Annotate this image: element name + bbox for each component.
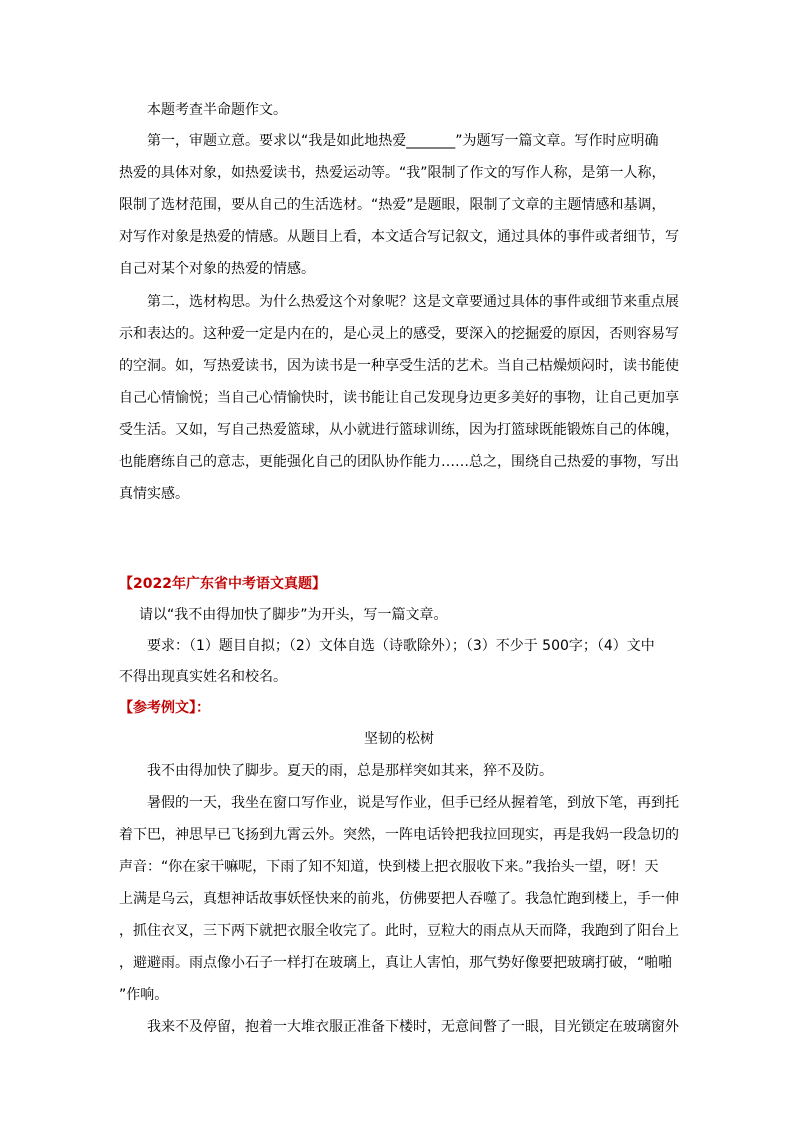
analysis-p2-line: 也能磨练自己的意志，更能强化自己的团队协作能力……总之，围绕自己热爱的事物，写出 bbox=[119, 454, 679, 470]
essay-p2-line: 声音：“你在家干嘛呢，下雨了知不知道，快到楼上把衣服收下来。”我抬头一望，呀！天 bbox=[119, 859, 659, 875]
essay-title: 坚韧的松树 bbox=[364, 731, 434, 747]
essay-p2-line: ，抓住衣叉，三下两下就把衣服全收完了。此时，豆粒大的雨点从天而降，我跑到了阳台上 bbox=[119, 923, 679, 939]
reference-essay-label: 【参考例文】： bbox=[119, 700, 210, 716]
exam-prompt: 请以“我不由得加快了脚步”为开头，写一篇文章。 bbox=[139, 607, 448, 623]
analysis-p1-line: 第一，审题立意。要求以“我是如此地热爱_______”为题写一篇文章。写作时应明确 bbox=[147, 133, 659, 149]
analysis-p1-line: 对写作对象是热爱的情感。从题目上看，本文适合写记叙文，通过具体的事件或者细节，写 bbox=[119, 229, 679, 245]
analysis-p1-line: 自己对某个对象的热爱的情感。 bbox=[119, 261, 315, 277]
analysis-p1-line: 热爱的具体对象，如热爱读书，热爱运动等。“我”限制了作文的写作人称，是第一人称， bbox=[119, 165, 666, 181]
exam-heading: 【2022年广东省中考语文真题】 bbox=[119, 576, 326, 592]
essay-p3-line: 我来不及停留，抱着一大堆衣服正准备下楼时，无意间瞥了一眼，目光锁定在玻璃窗外 bbox=[147, 1019, 679, 1035]
analysis-p2-line: 的空洞。如，写热爱读书，因为读书是一种享受生活的艺术。当自己枯燥烦闷时，读书能使 bbox=[119, 358, 679, 374]
analysis-intro: 本题考查半命题作文。 bbox=[147, 102, 287, 118]
analysis-p2-line: 第二，选材构思。为什么热爱这个对象呢？这是文章要通过具体的事件或细节来重点展 bbox=[147, 294, 679, 310]
essay-p2-line: ，避避雨。雨点像小石子一样打在玻璃上，真让人害怕，那气势好像要把玻璃打破，“啪啪 bbox=[119, 955, 673, 971]
essay-p2-line: 着下巴，神思早已飞扬到九霄云外。突然，一阵电话铃把我拉回现实，再是我妈一段急切的 bbox=[119, 827, 679, 843]
essay-paragraph: 我不由得加快了脚步。夏天的雨，总是那样突如其来，猝不及防。 bbox=[147, 763, 553, 779]
exam-requirements-line: 不得出现真实姓名和校名。 bbox=[119, 669, 287, 685]
analysis-p2-line: 自己心情愉悦；当自己心情愉快时，读书能让自己发现身边更多美好的事物，让自己更加享 bbox=[119, 390, 679, 406]
analysis-p2-line: 受生活。又如，写自己热爱篮球，从小就进行篮球训练，因为打篮球既能锻炼自己的体魄， bbox=[119, 422, 679, 438]
analysis-p2-line: 真情实感。 bbox=[119, 486, 189, 502]
essay-p2-line: ”作响。 bbox=[119, 987, 169, 1003]
essay-p2-line: 上满是乌云，真想神话故事妖怪快来的前兆，仿佛要把人吞噬了。我急忙跑到楼上，手一伸 bbox=[119, 891, 679, 907]
analysis-p1-line: 限制了选材范围，要从自己的生活选材。“热爱”是题眼，限制了文章的主题情感和基调， bbox=[119, 197, 666, 213]
essay-p2-line: 暑假的一天，我坐在窗口写作业，说是写作业，但手已经从握着笔，到放下笔，再到托 bbox=[147, 795, 679, 811]
exam-requirements-line: 要求：（1）题目自拟；（2）文体自选（诗歌除外）；（3）不少于 500字；（4）文中 bbox=[147, 638, 655, 654]
analysis-p2-line: 示和表达的。这种爱一定是内在的，是心灵上的感受，要深入的挖掘爱的原因，否则容易写 bbox=[119, 326, 679, 342]
